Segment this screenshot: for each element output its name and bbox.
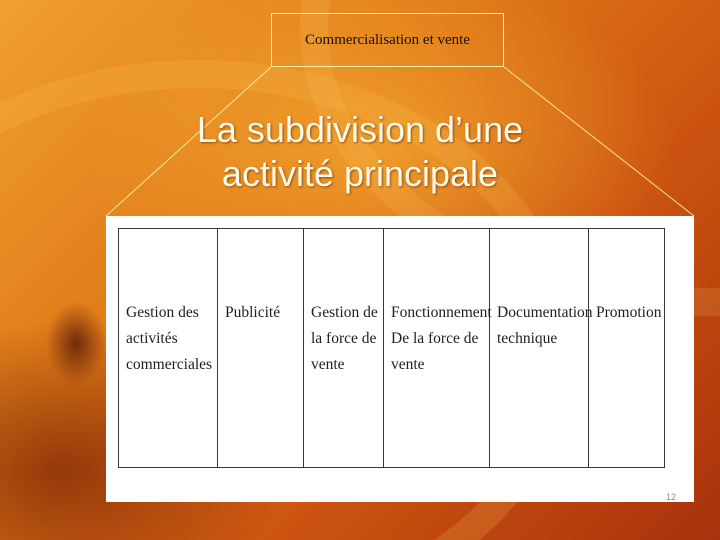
- subdivision-table: [118, 228, 665, 468]
- cell-line: commerciales: [126, 356, 213, 373]
- table-cell: [119, 229, 218, 468]
- header-box: [271, 13, 504, 67]
- page-number: 12: [665, 492, 676, 502]
- title-line-2: activité principale: [221, 153, 499, 194]
- runner-silhouette-image: [36, 288, 116, 398]
- table-cell: [490, 229, 593, 468]
- cell-line: la force de: [311, 330, 377, 347]
- cell-line: vente: [391, 356, 425, 373]
- cell-line: Gestion de: [311, 304, 378, 321]
- slide-title: [160, 108, 560, 196]
- cell-line: De la force de: [391, 330, 479, 347]
- table-cell: [218, 229, 304, 468]
- table-cell: [304, 229, 384, 468]
- cell-line: Fonctionnement: [391, 304, 492, 321]
- cell-line: Documentation: [497, 304, 593, 321]
- table-row: [119, 229, 665, 468]
- cell-line: technique: [497, 330, 558, 347]
- table-cell: [589, 229, 665, 468]
- cell-line: Promotion: [596, 304, 662, 321]
- content-panel: [106, 216, 694, 502]
- cell-line: vente: [311, 356, 345, 373]
- cell-line: Publicité: [225, 304, 281, 321]
- title-line-1: La subdivision d’une: [196, 109, 524, 150]
- table-cell: [384, 229, 490, 468]
- cell-line: Gestion des: [126, 304, 199, 321]
- cell-line: activités: [126, 330, 178, 347]
- header-label: Commercialisation et vente: [305, 31, 470, 48]
